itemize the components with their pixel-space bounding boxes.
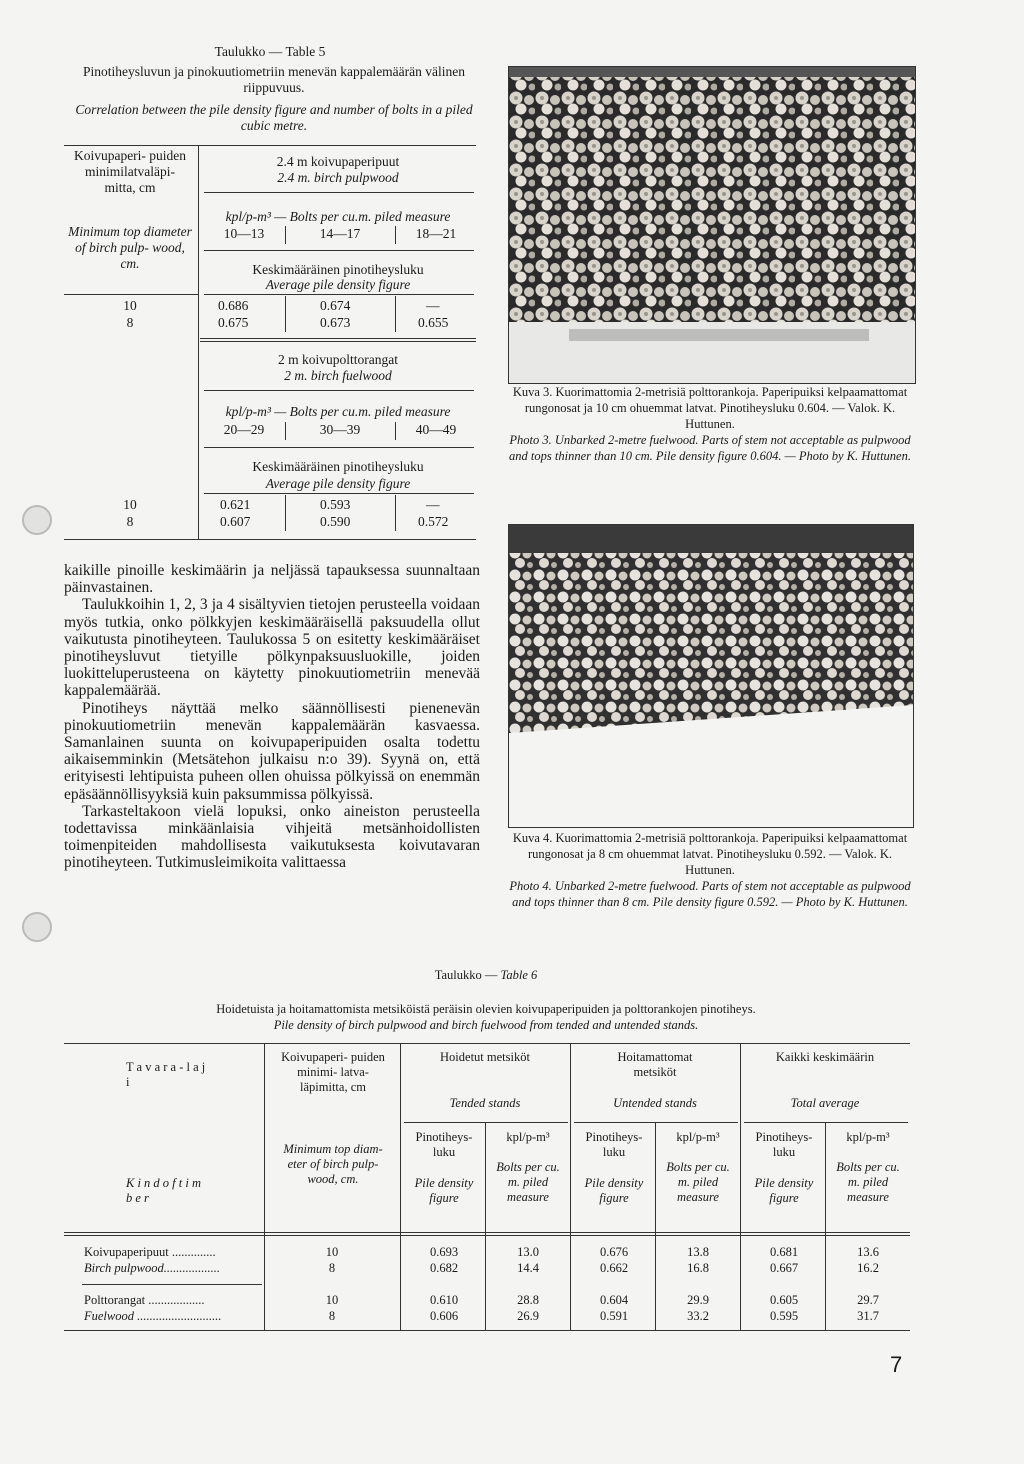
table5-s2-r2-c2: 0.590 xyxy=(320,514,351,529)
table6-kind-2-en xyxy=(84,1309,262,1324)
table5-s2-heading-fi: 2 m koivupolttorangat xyxy=(278,352,398,367)
photo-3-caption-fi: Kuva 3. Kuorimattomia 2-metrisiä polttorankoja. Paperipuiksi kelpaamattomat rungonosat ja 10 cm ohuemmat latvat. Pinotiheysluku 0.604. — Valok. K. Huttunen. xyxy=(512,385,908,431)
table6-r1-c3: 0.676 xyxy=(599,1245,629,1259)
table5-s2-r2-c3: 0.572 xyxy=(418,514,449,529)
table6-r4-c6: 31.7 xyxy=(857,1309,879,1323)
table6-g2-sub-bolts-en: Bolts per cu. m. piled measure xyxy=(666,1160,730,1204)
table6-col-kind-fi: T a v a r a - l a j i xyxy=(126,1060,206,1089)
table6-r3-c5: 0.605 xyxy=(769,1293,799,1307)
table6-r2-diam: 8 xyxy=(328,1261,336,1275)
table6-group-3-fi: Kaikki keskimäärin xyxy=(775,1050,875,1064)
table6-r1-c4: 13.8 xyxy=(687,1245,709,1259)
table6-kind-1-fi-dots: .............. xyxy=(168,1245,216,1259)
table6-kind-2-fi xyxy=(84,1293,262,1308)
table6-r2-c3: 0.662 xyxy=(599,1261,629,1275)
table6-g2-sub-density-fi: Pinotiheys- luku xyxy=(585,1130,643,1159)
photo-3 xyxy=(508,66,916,384)
table5-s1-avg-fi: Keskimääräinen pinotiheysluku xyxy=(252,262,424,277)
table5-stub-head-fi: Koivupaperi- puiden minimilatvaläpi- mitta, cm xyxy=(73,148,187,195)
table6-r1-c1: 0.693 xyxy=(429,1245,459,1259)
table6-col-diam-fi: Koivupaperi- puiden minimi- latva- läpimitta, cm xyxy=(281,1050,385,1094)
table6-label-en: Table 6 xyxy=(500,968,538,982)
table5-s2-r1-c1: 0.621 xyxy=(220,497,251,512)
table5-s2-class-2: 30—39 xyxy=(319,422,361,437)
table6-label xyxy=(60,968,912,983)
table5-s2-avg-fi: Keskimääräinen pinotiheysluku xyxy=(252,459,424,474)
table6-group-2-en: Untended stands xyxy=(613,1096,697,1110)
table6-col-diam-en: Minimum top diam- eter of birch pulp- wood, cm. xyxy=(283,1142,383,1186)
table6-kind-2-fi-text: Polttorangat xyxy=(84,1293,146,1307)
table5-s1-diam-2: 8 xyxy=(126,315,134,330)
table6-g3-sub-bolts-fi: kpl/p-m³ xyxy=(846,1130,890,1144)
table6-r4-diam: 8 xyxy=(328,1309,336,1323)
table6-g1-sub-density-en: Pile density figure xyxy=(414,1176,474,1205)
table5-s1-r2-c1: 0.675 xyxy=(218,315,249,330)
table6-r1-c2: 13.0 xyxy=(517,1245,539,1259)
table6-r3-diam: 10 xyxy=(325,1293,339,1307)
table6-r4-c2: 26.9 xyxy=(517,1309,539,1323)
table6-kind-2-en-text: Fuelwood xyxy=(84,1309,134,1323)
table5-s2-r2-c1: 0.607 xyxy=(220,514,251,529)
table6-group-1-en: Tended stands xyxy=(449,1096,521,1110)
table5-s1-r2-c2: 0.673 xyxy=(320,315,351,330)
table6-group-2-fi: Hoitamattomat metsiköt xyxy=(617,1050,693,1079)
photo-4-caption xyxy=(508,830,912,910)
table6-r2-c4: 16.8 xyxy=(687,1261,709,1275)
photo-4-caption-en: Photo 4. Unbarked 2-metre fuelwood. Parts of stem not acceptable as pulpwood and tops thinner than 8 cm. Pile density figure 0.592. — Photo by K. Huttunen. xyxy=(509,879,911,909)
table5-s2-avg-en: Average pile density figure xyxy=(265,476,411,491)
table6-kind-1-en-dots: .................. xyxy=(163,1261,220,1275)
photo-4 xyxy=(508,524,914,828)
table6-col-kind-en: K i n d o f t i m b e r xyxy=(126,1176,202,1205)
table6-r4-c5: 0.595 xyxy=(769,1309,799,1323)
table5-s1-unit: kpl/p-m³ — Bolts per cu.m. piled measure xyxy=(225,209,451,224)
table6-r3-c4: 29.9 xyxy=(687,1293,709,1307)
paragraph-2: Taulukkoihin 1, 2, 3 ja 4 sisältyvien tietojen perusteella voidaan myös tutkia, onko pölkkyjen keskimääräisellä paksuudella ollut vaikutusta pinotiheyteen. Taulukossa 5 on esitetty keskimääräiset pinotiheysluvut tietyille pölkynpaksuusluokille, joiden luokitteluperusteena on käytetty pinokuutiometriin menevää kappalemäärää. xyxy=(64,596,480,700)
paragraph-4: Tarkasteltakoon vielä lopuksi, onko aineiston perusteella todettavissa minkäänlaisia vihjeitä metsänhoidollisten toimenpiteiden mahdollisesta vaikutuksesta koivutavaran pinotiheyteen. Tutkimusleimikoita valittaessa xyxy=(64,802,480,872)
table6-kind-1-en xyxy=(84,1261,262,1276)
table6-kind-2-en-dots: ........................... xyxy=(134,1309,222,1323)
table6-r4-c3: 0.591 xyxy=(599,1309,629,1323)
table6-kind-2-fi-dots: .................. xyxy=(145,1293,205,1307)
table6-kind-1-fi-text: Koivupaperipuut xyxy=(84,1245,169,1259)
photo-4-image xyxy=(509,525,913,827)
table6-r2-c2: 14.4 xyxy=(517,1261,539,1275)
table6-title-en: Pile density of birch pulpwood and birch fuelwood from tended and untended stands. xyxy=(273,1018,699,1032)
table6-g1-sub-bolts-fi: kpl/p-m³ xyxy=(506,1130,550,1144)
table6-r4-c1: 0.606 xyxy=(429,1309,459,1323)
table5-s2-r1-c2: 0.593 xyxy=(320,497,351,512)
punch-hole-top xyxy=(22,505,52,535)
table5-s1-class-1: 10—13 xyxy=(223,226,265,241)
table6-r2-c1: 0.682 xyxy=(429,1261,459,1275)
table5-s1-heading-en: 2.4 m. birch pulpwood xyxy=(277,170,399,185)
paragraph-3: Pinotiheys näyttää melko säännöllisesti pienenevän pinokuutiometriin menevän kappalemäärän kasvaessa. Samanlainen suunta on koivupaperipuiden osalta todettu aikaisemminkin (Metsätehon julkaisu n:o 39). Syynä on, että erityisesti lehtipuista puheen ollen ohuissa pölkyissä on enemmän epäsäännöllisyyksiä kuin paksummissa pölkyissä. xyxy=(64,699,480,803)
table6-title-fi: Hoidetuista ja hoitamattomista metsiköistä peräisin olevien koivupaperipuiden ja polttorankojen pinotiheys. xyxy=(216,1002,756,1016)
table6-g2-sub-bolts-fi: kpl/p-m³ xyxy=(676,1130,720,1144)
table6-g3-sub-density-en: Pile density figure xyxy=(754,1176,814,1205)
photo-4-caption-fi: Kuva 4. Kuorimattomia 2-metrisiä polttorankoja. Paperipuiksi kelpaamattomat rungonosat ja 8 cm ohuemmat latvat. Pinotiheysluku 0.592. — Valok. K. Huttunen. xyxy=(512,831,908,877)
table6-r1-c5: 0.681 xyxy=(769,1245,799,1259)
table5-s1-r1-c2: 0.674 xyxy=(320,298,351,313)
table6-g2-sub-density-en: Pile density figure xyxy=(584,1176,644,1205)
table6-r3-c1: 0.610 xyxy=(429,1293,459,1307)
table6-kind-1-en-text: Birch pulpwood xyxy=(84,1261,164,1275)
table5-s2-diam-1: 10 xyxy=(123,497,137,512)
table5-s1-r2-c3: 0.655 xyxy=(418,315,449,330)
punch-hole-bottom xyxy=(22,912,52,942)
table5-stub-head-en: Minimum top diameter of birch pulp- wood, cm. xyxy=(68,224,192,271)
table6-g1-sub-density-fi: Pinotiheys- luku xyxy=(415,1130,473,1159)
table5-s2-class-1: 20—29 xyxy=(223,422,265,437)
table6-group-1-fi: Hoidetut metsiköt xyxy=(440,1050,530,1064)
table5-title-fi: Pinotiheysluvun ja pinokuutiometriin menevän kappalemäärän välinen riippuvuus. xyxy=(82,64,466,95)
table6-r1-diam: 10 xyxy=(325,1245,339,1259)
table6-r4-c4: 33.2 xyxy=(687,1309,709,1323)
table5-s2-unit: kpl/p-m³ — Bolts per cu.m. piled measure xyxy=(225,404,451,419)
table6-r3-c6: 29.7 xyxy=(857,1293,879,1307)
table5-s1-r1-c1: 0.686 xyxy=(218,298,249,313)
table6-kind-1-fi xyxy=(84,1245,262,1260)
table6-r3-c3: 0.604 xyxy=(599,1293,629,1307)
table6-label-fi: Taulukko — xyxy=(434,968,498,982)
table5-s2-r1-c3: — xyxy=(426,497,440,512)
page-number: 7 xyxy=(890,1352,903,1377)
table6-r2-c5: 0.667 xyxy=(769,1261,799,1275)
table5-s1-class-3: 18—21 xyxy=(415,226,457,241)
table5-s1-diam-1: 10 xyxy=(123,298,137,313)
table5-title-en: Correlation between the pile density figure and number of bolts in a piled cubic metre. xyxy=(75,102,473,133)
photo-3-image xyxy=(509,67,915,383)
table5-s1-heading-fi: 2.4 m koivupaperipuut xyxy=(276,154,400,169)
table6-g3-sub-density-fi: Pinotiheys- luku xyxy=(755,1130,813,1159)
photo-3-caption-en: Photo 3. Unbarked 2-metre fuelwood. Parts of stem not acceptable as pulpwood and tops thinner than 10 cm. Pile density figure 0.604. — Photo by K. Huttunen. xyxy=(509,433,911,463)
body-text xyxy=(64,562,480,872)
table5-s2-diam-2: 8 xyxy=(126,514,134,529)
table5-s1-r1-c3: — xyxy=(426,298,440,313)
paragraph-1: kaikille pinoille keskimäärin ja neljässä tapauksessa suunnaltaan päinvastainen. xyxy=(64,562,480,597)
table6-r3-c2: 28.8 xyxy=(517,1293,539,1307)
table5-s2-class-3: 40—49 xyxy=(415,422,457,437)
table6-r2-c6: 16.2 xyxy=(857,1261,879,1275)
table6-r1-c6: 13.6 xyxy=(857,1245,879,1259)
table6-group-3-en: Total average xyxy=(790,1096,860,1110)
table5-s1-avg-en: Average pile density figure xyxy=(265,277,411,292)
table5-s1-class-2: 14—17 xyxy=(319,226,361,241)
table6-g1-sub-bolts-en: Bolts per cu. m. piled measure xyxy=(496,1160,560,1204)
photo-3-caption xyxy=(508,384,912,464)
table5-s2-heading-en: 2 m. birch fuelwood xyxy=(284,368,392,383)
table6-g3-sub-bolts-en: Bolts per cu. m. piled measure xyxy=(836,1160,900,1204)
table5-label: Taulukko — Table 5 xyxy=(214,44,326,59)
